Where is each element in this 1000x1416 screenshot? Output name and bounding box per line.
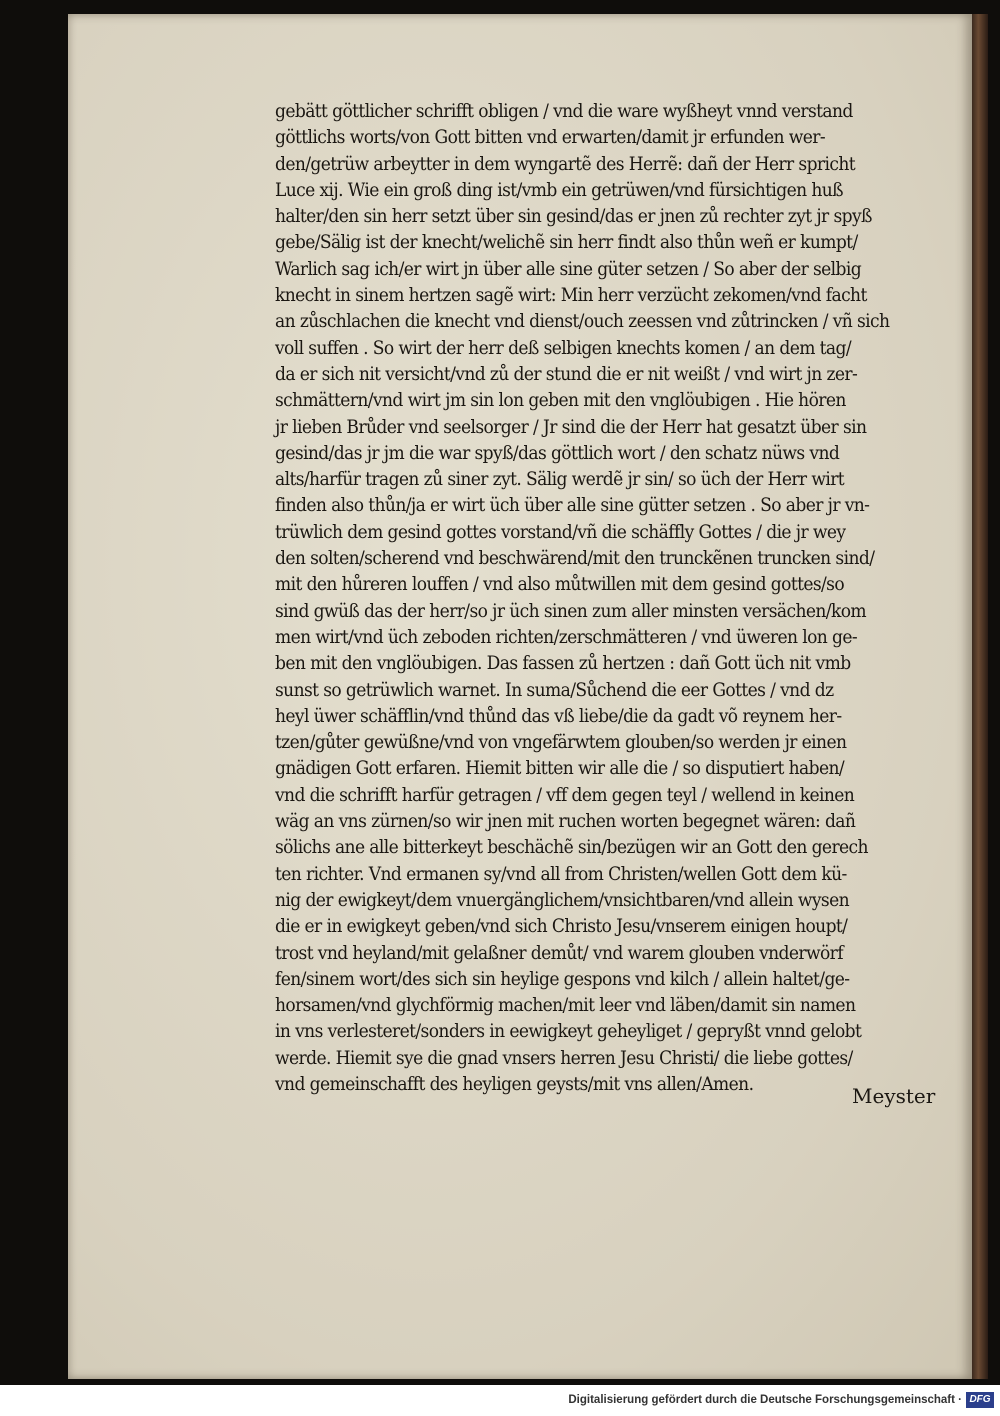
dfg-logo: DFG <box>966 1392 994 1408</box>
catchword: Meyster <box>852 1084 936 1108</box>
text-line: halter/den sin herr setzt über sin gesind/das er jnen zů rechter zyt jr spyß <box>275 205 872 228</box>
text-line: den/getrüw arbeytter in dem wyngartẽ des Herrẽ: dañ der Herr spricht <box>275 152 856 175</box>
text-line: Warlich sag ich/er wirt jn über alle sine güter setzen / So aber der selbig <box>275 257 862 280</box>
text-line: voll suffen . So wirt der herr deß selbigen knechts komen / an dem tag/ <box>275 336 851 359</box>
text-line: göttlichs worts/von Gott bitten vnd erwarten/damit jr erfunden wer- <box>275 126 825 149</box>
text-line: sunst so getrüwlich warnet. In suma/Sůchend die eer Gottes / vnd dz <box>275 678 834 701</box>
text-line: mit den hůreren louffen / vnd also můtwillen mit dem gesind gottes/so <box>275 573 845 596</box>
text-line: finden also thůn/ja er wirt üch über alle sine gütter setzen . So aber jr vn- <box>275 494 870 517</box>
text-line: heyl üwer schäfflin/vnd thůnd das vß liebe/die da gadt võ reynem her- <box>275 704 842 727</box>
text-line: tzen/gůter gewüßne/vnd von vngefärwtem glouben/so werden jr einen <box>275 731 847 754</box>
text-line: wäg an vns zürnen/so wir jnen mit ruchen worten begegnet wären: dañ <box>275 810 856 833</box>
digitization-footer <box>0 1385 1000 1416</box>
text-line: schmättern/vnd wirt jm sin lon geben mit den vnglöubigen . Hie hören <box>275 389 846 412</box>
text-line: werde. Hiemit sye die gnad vnsers herren Jesu Christi/ die liebe gottes/ <box>275 1046 853 1069</box>
text-line: nig der ewigkeyt/dem vnuergänglichem/vnsichtbaren/vnd allein wysen <box>275 888 849 911</box>
text-line: den solten/scherend vnd beschwärend/mit den trunckẽnen truncken sind/ <box>275 547 875 570</box>
text-line: knecht in sinem hertzen sagẽ wirt: Min herr verzücht zekomen/vnd facht <box>275 284 867 307</box>
text-line: da er sich nit versicht/vnd zů der stund die er nit weißt / vnd wirt jn zer- <box>275 362 858 385</box>
text-line: ben mit den vnglöubigen. Das fassen zů hertzen : dañ Gott üch nit vmb <box>275 652 851 675</box>
text-line: sind gwüß das der herr/so jr üch sinen zum aller minsten versächen/kom <box>275 599 867 622</box>
text-line: an zůschlachen die knecht vnd dienst/ouch zeessen vnd zůtrincken / vñ sich <box>275 310 890 333</box>
text-line: Luce xij. Wie ein groß ding ist/vmb ein getrüwen/vnd fürsichtigen huß <box>275 178 843 201</box>
text-line: gebe/Sälig ist der knecht/welichẽ sin herr findt also thůn weñ er kumpt/ <box>275 231 858 254</box>
text-line: in vns verlesteret/sonders in eewigkeyt geheyliget / gepryßt vnnd gelobt <box>275 1020 862 1043</box>
text-line: fen/sinem wort/des sich sin heylige gespons vnd kilch / allein haltet/ge- <box>275 967 850 990</box>
text-line: ten richter. Vnd ermanen sy/vnd all from Christen/wellen Gott dem kü- <box>275 862 847 885</box>
text-line: die er in ewigkeyt geben/vnd sich Christo Jesu/vnserem einigen houpt/ <box>275 915 848 938</box>
text-line: trüwlich dem gesind gottes vorstand/vñ die schäffly Gottes / die jr wey <box>275 520 846 543</box>
text-line: jr lieben Brůder vnd seelsorger / Jr sind die der Herr hat gesatzt über sin <box>275 415 867 438</box>
text-line: men wirt/vnd üch zeboden richten/zerschmätteren / vnd üweren lon ge- <box>275 625 858 648</box>
funding-credit: Digitalisierung gefördert durch die Deutsche Forschungsgemeinschaft · <box>568 1394 962 1406</box>
text-line: vnd gemeinschafft des heyligen geysts/mit vns allen/Amen. <box>275 1072 754 1095</box>
text-line: gnädigen Gott erfaren. Hiemit bitten wir alle die / so disputiert haben/ <box>275 757 845 780</box>
text-line: gesind/das jr jm die war spyß/das göttlich wort / den schatz nüws vnd <box>275 441 840 464</box>
text-line: sölichs ane alle bitterkeyt beschächẽ sin/bezügen wir an Gott den gerech <box>275 836 868 859</box>
text-line: horsamen/vnd glychförmig machen/mit leer vnd läben/damit sin namen <box>275 994 856 1017</box>
page-text-block <box>275 98 975 1097</box>
text-line: gebätt göttlicher schrifft obligen / vnd die ware wyßheyt vnnd verstand <box>275 100 853 122</box>
text-line: vnd die schrifft harfür getragen / vff dem gegen teyl / wellend in keinen <box>275 783 855 806</box>
text-line: trost vnd heyland/mit gelaßner demůt/ vnd warem glouben vnderwörf <box>275 941 843 964</box>
text-line: alts/harfür tragen zů siner zyt. Sälig werdẽ jr sin/ so üch der Herr wirt <box>275 468 845 491</box>
